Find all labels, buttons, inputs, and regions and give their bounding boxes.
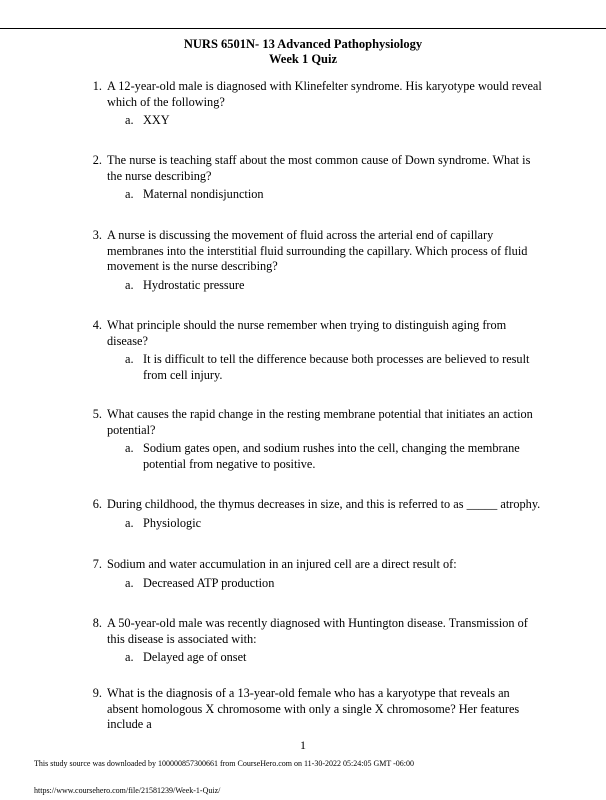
question-text: The nurse is teaching staff about the most common cause of Down syndrome. What is the nurse describing? — [107, 153, 531, 183]
question-text: What causes the rapid change in the resting membrane potential that initiates an action potential? — [107, 407, 533, 437]
question-number: 8. — [92, 616, 102, 630]
question-6 — [82, 497, 542, 531]
answer-label: a. — [125, 575, 134, 590]
answer-option — [125, 113, 542, 129]
question-number: 5. — [92, 407, 102, 421]
question-text: What is the diagnosis of a 13-year-old female who has a karyotype that reveals an absent homologous X chromosome with only a single X chromosome? Her features include a — [107, 686, 520, 732]
download-notice: This study source was downloaded by 100000857300661 from CourseHero.com on 11-30-2022 05:24:05 GMT -06:00 — [34, 759, 414, 768]
answer-option — [125, 352, 542, 383]
question-4 — [82, 318, 542, 383]
page-number: 1 — [300, 738, 306, 752]
answer-text: Hydrostatic pressure — [143, 277, 245, 292]
question-text: Sodium and water accumulation in an injured cell are a direct result of: — [107, 557, 457, 571]
answer-option — [125, 515, 542, 532]
answer-text: Maternal nondisjunction — [143, 187, 264, 202]
top-rule — [0, 28, 606, 29]
answer-text: Decreased ATP production — [143, 575, 275, 590]
question-number: 2. — [92, 153, 102, 167]
question-9 — [82, 686, 542, 733]
answer-text: Delayed age of onset — [143, 650, 247, 665]
answer-text: XXY — [143, 113, 170, 128]
answer-label: a. — [125, 515, 134, 530]
quiz-course-title: NURS 6501N- 13 Advanced Pathophysiology — [183, 37, 423, 51]
question-8 — [82, 616, 542, 666]
answer-label: a. — [125, 187, 134, 202]
answer-label: a. — [125, 352, 134, 367]
document-title — [0, 37, 606, 67]
question-number: 1. — [92, 79, 102, 93]
answer-label: a. — [125, 650, 134, 665]
answer-label: a. — [125, 113, 134, 128]
question-number: 6. — [92, 497, 102, 511]
question-text: A nurse is discussing the movement of fluid across the arterial end of capillary membranes into the interstitial fluid surrounding the capillary. Which process of fluid movement is the nurse describing? — [107, 228, 528, 274]
question-number: 7. — [92, 557, 102, 571]
question-number: 3. — [92, 228, 102, 242]
source-url-link[interactable]: https://www.coursehero.com/file/21581239/Week-1-Quiz/ — [34, 786, 221, 795]
question-text: A 12-year-old male is diagnosed with Klinefelter syndrome. His karyotype would reveal which of the following? — [107, 79, 542, 109]
question-number: 4. — [92, 318, 102, 332]
question-7 — [82, 557, 542, 591]
question-2 — [82, 153, 542, 203]
question-text: What principle should the nurse remember when trying to distinguish aging from disease? — [107, 318, 507, 348]
answer-option — [125, 575, 542, 592]
answer-text: Physiologic — [143, 515, 202, 530]
question-3 — [82, 228, 542, 293]
question-number: 9. — [92, 686, 102, 700]
answer-option — [125, 650, 542, 666]
question-1 — [82, 79, 542, 129]
answer-option — [125, 187, 542, 203]
quiz-week-title: Week 1 Quiz — [268, 52, 338, 66]
question-text: A 50-year-old male was recently diagnosed with Huntington disease. Transmission of this disease is associated with: — [107, 616, 528, 646]
answer-label: a. — [125, 277, 134, 292]
answer-label: a. — [125, 441, 134, 456]
answer-text: It is difficult to tell the difference because both processes are believed to result from cell injury. — [143, 352, 530, 382]
question-text: During childhood, the thymus decreases in size, and this is referred to as _____ atrophy. — [107, 497, 541, 511]
answer-text: Sodium gates open, and sodium rushes into the cell, changing the membrane potential from negative to positive. — [143, 441, 520, 471]
answer-option — [125, 441, 542, 472]
answer-option — [125, 277, 542, 294]
question-5 — [82, 407, 542, 472]
